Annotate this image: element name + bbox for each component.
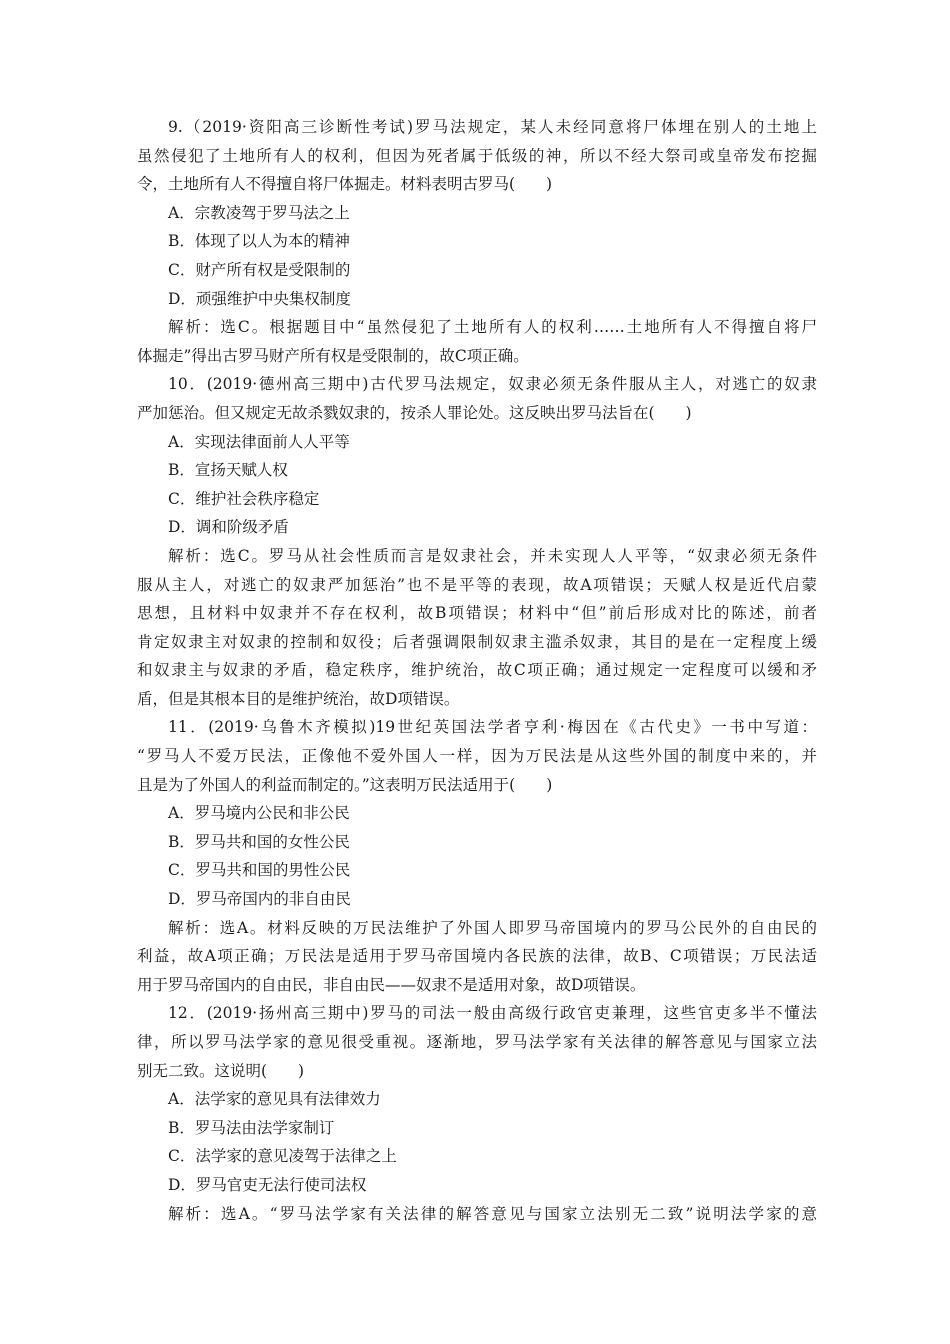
text-line: 解析：选C。根据题目中“虽然侵犯了土地所有人的权利……土地所有人不得擅自将尸: [168, 318, 817, 337]
option-line: C．法学家的意见凌驾于法律之上: [168, 1147, 397, 1166]
option-line: A．罗马境内公民和非公民: [168, 804, 350, 823]
text-line: 严加惩治。但又规定无故杀戮奴隶的，按杀人罪论处。这反映出罗马法旨在( ): [137, 403, 692, 422]
text-line: 服从主人，对逃亡的奴隶严加惩治”也不是平等的表现，故A项错误；天赋人权是近代启蒙: [137, 575, 817, 594]
text-line: 体掘走”得出古罗马财产所有权是受限制的，故C项正确。: [137, 346, 529, 365]
text-line: 9.（2019·资阳高三诊断性考试)罗马法规定，某人未经同意将尸体埋在别人的土地上: [168, 118, 817, 136]
text-line: 利益，故A项正确；万民法是适用于罗马帝国境内各民族的法律，故B、C项错误；万民法适: [137, 947, 817, 966]
text-line: 思想，且材料中奴隶并不存在权利，故B项错误；材料中“但”前后形成对比的陈述，前者: [137, 604, 817, 623]
text-line: 解析：选A。“罗马法学家有关法律的解答意见与国家立法别无二致”说明法学家的意: [168, 1204, 817, 1223]
text-line: 令，土地所有人不得擅自将尸体掘走。材料表明古罗马( ): [137, 175, 553, 194]
option-line: D．调和阶级矛盾: [168, 518, 289, 537]
option-line: C．财产所有权是受限制的: [168, 260, 351, 279]
text-line: 盾，但是其根本目的是维护统治，故D项错误。: [137, 689, 460, 708]
text-line: 10．(2019·德州高三期中)古代罗马法规定，奴隶必须无条件服从主人，对逃亡的奴隶: [168, 375, 817, 394]
option-line: D．顽强维护中央集权制度: [168, 289, 351, 308]
text-line: 用于罗马帝国内的自由民，非自由民——奴隶不是适用对象，故D项错误。: [137, 975, 646, 994]
option-line: C．罗马共和国的男性公民: [168, 861, 351, 880]
text-line: 别无二致。这说明( ): [137, 1061, 305, 1080]
option-line: B．体现了以人为本的精神: [168, 232, 350, 251]
option-line: C．维护社会秩序稳定: [168, 489, 320, 508]
text-line: 律，所以罗马法学家的意见很受重视。逐渐地，罗马法学家有关法律的解答意见与国家立法: [137, 1033, 817, 1051]
option-line: A．宗教凌驾于罗马法之上: [168, 203, 350, 222]
text-line: 12．(2019·扬州高三期中)罗马的司法一般由高级行政官吏兼理，这些官吏多半不懂法: [168, 1004, 817, 1023]
text-line: 虽然侵犯了土地所有人的权利，但因为死者属于低级的神，所以不经大祭司或皇帝发布挖掘: [137, 146, 817, 165]
text-line: “罗马人不爱万民法，正像他不爱外国人一样，因为万民法是从这些外国的制度中来的，并: [137, 747, 817, 766]
text-line: 解析：选C。罗马从社会性质而言是奴隶社会，并未实现人人平等，“奴隶必须无条件: [168, 546, 817, 565]
text-line: 肯定奴隶主对奴隶的控制和奴役；后者强调限制奴隶主滥杀奴隶，其目的是在一定程度上缓: [137, 632, 817, 651]
text-line: 且是为了外国人的利益而制定的。”这表明万民法适用于( ): [137, 775, 553, 794]
text-line: 11．(2019·乌鲁木齐模拟)19世纪英国法学者亨利·梅因在《古代史》一书中写道：: [168, 718, 817, 737]
document-body: [137, 113, 817, 1228]
option-line: D．罗马官吏无法行使司法权: [168, 1175, 367, 1194]
option-line: B．宣扬天赋人权: [168, 461, 288, 480]
text-line: 解析：选A。材料反映的万民法维护了外国人即罗马帝国境内的罗马公民外的自由民的: [168, 918, 817, 937]
option-line: B．罗马法由法学家制订: [168, 1118, 335, 1137]
text-line: 和奴隶主与奴隶的矛盾，稳定秩序，维护统治，故C项正确；通过规定一定程度可以缓和矛: [137, 661, 817, 680]
option-line: A．实现法律面前人人平等: [168, 432, 350, 451]
option-line: A．法学家的意见具有法律效力: [168, 1090, 381, 1109]
option-line: D．罗马帝国内的非自由民: [168, 890, 351, 909]
option-line: B．罗马共和国的女性公民: [168, 832, 350, 851]
